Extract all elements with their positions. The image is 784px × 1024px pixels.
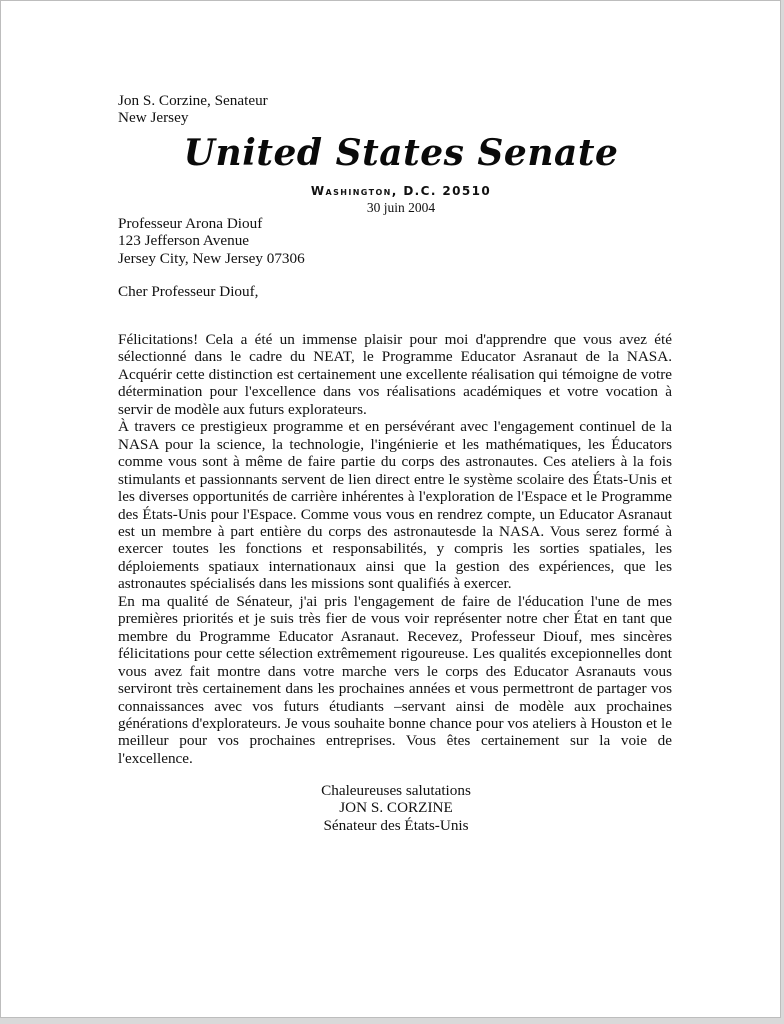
recipient-address (118, 215, 305, 267)
signature-name: JON S. CORZINE (339, 799, 453, 817)
recipient-city: Jersey City, New Jersey 07306 (118, 249, 305, 267)
sender-name: Jon S. Corzine, Senateur (118, 92, 268, 109)
letter-date: 30 juin 2004 (366, 200, 436, 215)
recipient-street: 123 Jefferson Avenue (118, 232, 250, 250)
letterhead-location: Washington, D.C. 20510 (310, 184, 492, 198)
sender-state: New Jersey (118, 109, 189, 127)
closing-greeting: Chaleureuses salutations (321, 782, 471, 799)
closing-block (1, 782, 784, 834)
body-paragraph: Félicitations! Cela a été un immense plaisir pour moi d'apprendre que vous avez été sélectionné dans le cadre du NEAT, le Programme Educator Asranaut de la NASA. Acquérir cette distinction est certainement une excellente réalisation qui témoigne de votre détermination pour l'excellence dans vos réalisations académiques et votre vocation à servir de modèle aux futurs explorateurs. (118, 331, 672, 418)
letterhead-title: United States Senate (183, 131, 619, 175)
letter-body (118, 331, 672, 767)
body-paragraph: En ma qualité de Sénateur, j'ai pris l'engagement de faire de l'éducation l'une de mes premières priorités et je suis très fier de vous voir représenter notre cher État en tant que membre du Programme Educator Asranaut. Recevez, Professeur Diouf, mes sincères félicitations pour cette sélection extrêmement rigoureuse. Les qualités excepionnelles dont vous avez fait montre dans votre marche vers le corps des Educator Asranauts vous serviront très certainement dans les prochaines années et vous permettront de partager vos connaissances avec vos futurs étudiants –servant ainsi de modèle aux prochaines générations d'explorateurs. Je vous souhaite bonne chance pour vos ateliers à Houston et le meilleur pour vos prochaines entreprises. Vous êtes certainement sur la voie de l'excellence. (118, 592, 672, 767)
salutation: Cher Professeur Diouf, (118, 283, 259, 300)
recipient-name: Professeur Arona Diouf (118, 215, 263, 232)
signature-title: Sénateur des États-Unis (323, 816, 469, 834)
sender-block (118, 92, 268, 127)
body-paragraph: À travers ce prestigieux programme et en persévérant avec l'engagement continuel de la NASA pour la science, la technologie, l'ingénierie et les mathématiques, les Éducators comme vous sont à même de faire partie du corps des astronautes. Ces ateliers à la fois stimulants et passionnants servent de lien direct entre le système scolaire des États-Unis et les diverses opportunités de carrière inhérentes à l'exploration de l'Espace et le Programme des États-Unis pour l'Espace. Comme vous vous en rendrez compte, un Educator Asranaut est un membre à part entière du corps des astronautesde la NASA. Vous serez formé à exercer toutes les fonctions et responsabilités, y compris les sorties spatiales, les déploiements spatiaux internationaux ainsi que la gestion des expériences, que les astronautes spécialisés dans les missions sont qualifiés à exercer. (118, 418, 672, 593)
